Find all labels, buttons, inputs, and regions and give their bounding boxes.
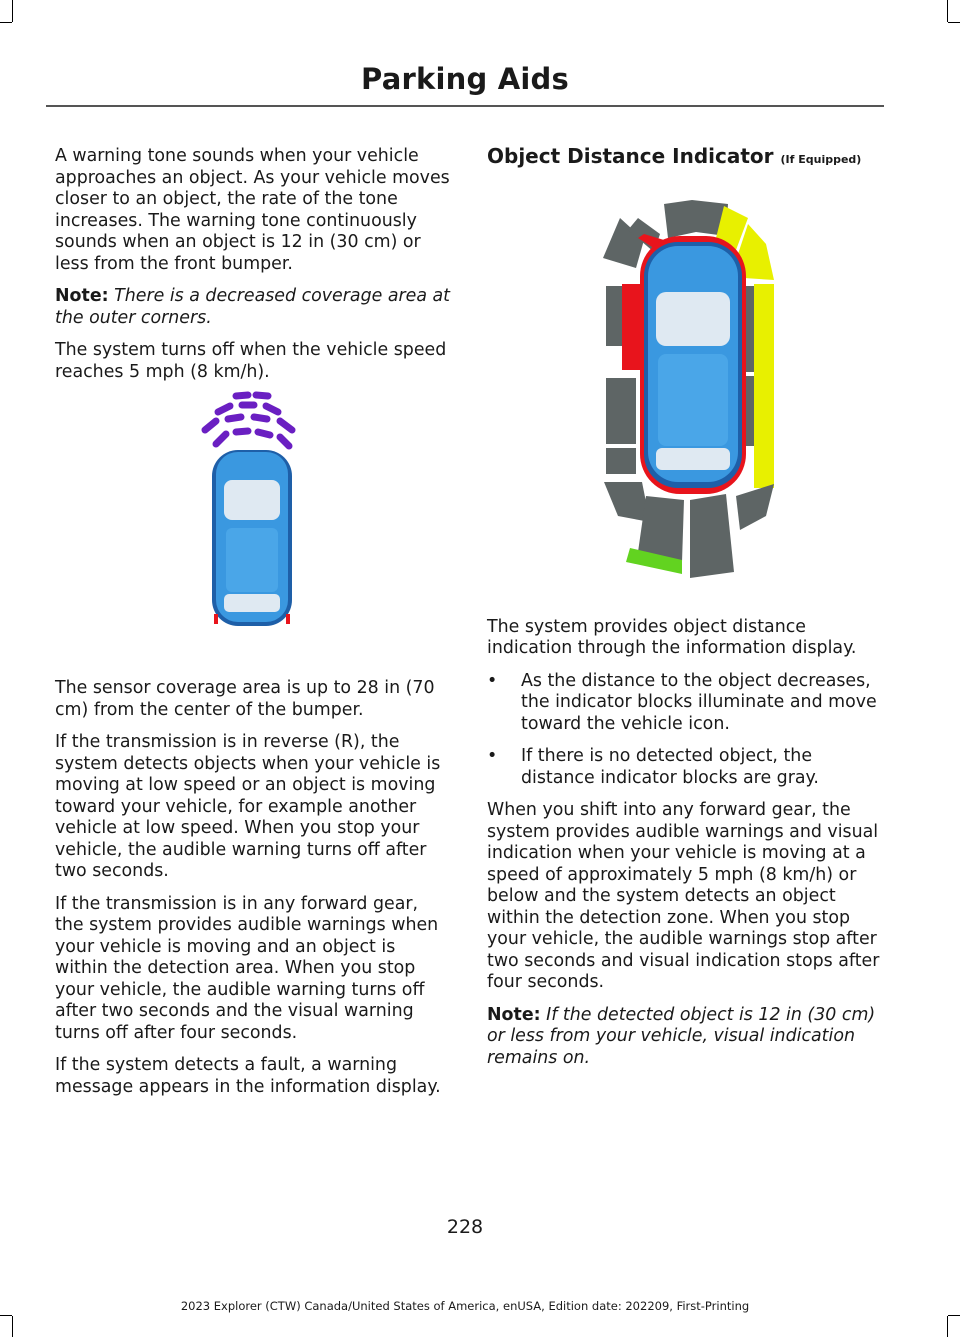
- paragraph: If the transmission is in reverse (R), the system detects objects when your vehicle is moving at low speed or an object is moving toward your vehicle, for example another vehicle at low speed. When you stop your vehicle, the audible warning turns off after two seconds.: [55, 732, 441, 881]
- crop-mark: [0, 22, 12, 23]
- note-text: If the detected object is 12 in (30 cm) or less from your vehicle, visual indication remains on.: [487, 1004, 876, 1068]
- list-item-text: As the distance to the object decreases, the indicator blocks illuminate and move toward the vehicle icon.: [521, 670, 877, 734]
- note-label: Note:: [55, 286, 109, 306]
- crop-mark: [12, 0, 13, 22]
- indicator-block-gray: [606, 378, 636, 444]
- paragraph: When you shift into any forward gear, the system provides audible warnings and visual indication when your vehicle is moving at a speed of approximately 5 mph (8 km/h) or below and the system detects an object within the detection zone. When you stop your vehicle, the audible warnings stop after two seconds and visual indication stops after four seconds.: [487, 800, 880, 992]
- note: [487, 1005, 882, 1070]
- paragraph: The system provides object distance indication through the information display.: [487, 616, 857, 658]
- indicator-block-gray: [606, 448, 636, 474]
- crop-mark: [948, 22, 960, 23]
- paragraph: If the transmission is in any forward gear, the system provides audible warnings when your vehicle is moving and an object is within the detection area. When you stop your vehicle, the audible warning turns off after two seconds and the visual warning turns off after four seconds.: [55, 893, 439, 1043]
- crop-mark: [947, 1316, 948, 1337]
- note-text: There is a decreased coverage area at the outer corners.: [55, 286, 450, 328]
- indicator-block-gray: [736, 484, 774, 530]
- note: [55, 286, 450, 329]
- distance-indicator-illustration: [598, 196, 782, 588]
- section-heading: [487, 146, 882, 171]
- paragraph: A warning tone sounds when your vehicle approaches an object. As your vehicle moves closer to an object, the rate of the tone increases. The warning tone continuously sounds when an object is 12 in (30 cm) or less from the front bumper.: [55, 146, 450, 274]
- paragraph: The system turns off when the vehicle speed reaches 5 mph (8 km/h).: [55, 340, 447, 382]
- crop-mark: [0, 1315, 12, 1316]
- footer-text: 2023 Explorer (CTW) Canada/United States of America, enUSA, Edition date: 202209, First-Printing: [180, 1299, 750, 1313]
- crop-mark: [947, 0, 948, 22]
- vehicle-icon: [640, 236, 746, 494]
- indicator-block-gray: [604, 482, 650, 522]
- crop-mark: [12, 1316, 13, 1337]
- header-divider: [46, 105, 884, 107]
- paragraph: The sensor coverage area is up to 28 in (70 cm) from the center of the bumper.: [55, 678, 435, 720]
- vehicle-icon: [212, 450, 292, 626]
- indicator-block-gray: [690, 494, 734, 578]
- page-number: 228: [446, 1216, 484, 1238]
- parking-sensor-illustration: [196, 388, 308, 628]
- list-item: [487, 671, 882, 736]
- crop-mark: [948, 1315, 960, 1316]
- paragraph: If the system detects a fault, a warning message appears in the information display.: [55, 1055, 441, 1097]
- section-heading-suffix: (If Equipped): [780, 153, 862, 166]
- section-heading-text: Object Distance Indicator: [487, 144, 774, 168]
- page-title: Parking Aids: [361, 62, 569, 96]
- indicator-block-yellow: [754, 284, 774, 488]
- bullet-glyph: •: [487, 670, 498, 691]
- sensor-wave-icon: [205, 395, 292, 446]
- list-item: [487, 746, 882, 789]
- bullet-glyph: •: [487, 746, 498, 766]
- note-label: Note:: [487, 1004, 541, 1025]
- list-item-text: If there is no detected object, the distance indicator blocks are gray.: [521, 746, 819, 788]
